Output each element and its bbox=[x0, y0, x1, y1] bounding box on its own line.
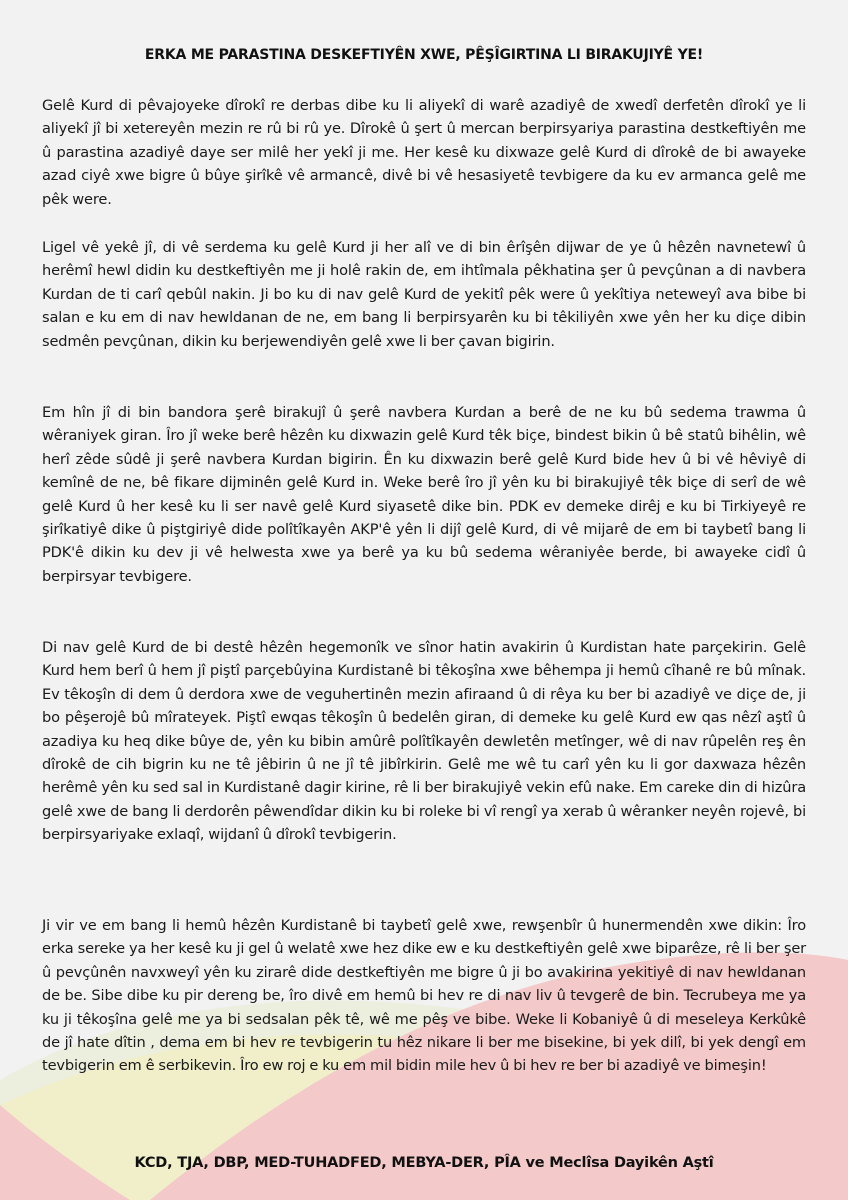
paragraph-2: Ligel vê yekê jî, di vê serdema ku gelê Kurd ji her alî ve di bin êrîşên dijwar de ye û hêzên navnetewî û herêmî hewl didin ku destkeftiyên me ji holê rakin de, em ihtîmala pêkhatina şer û pevçûnan a di navbera Kurdan de ti carî qebûl nakin. Ji bo ku di nav gelê Kurd de yekitî pêk were û yekîtiya neteweyî ava bibe bi salan e ku em di nav hewldanan de ne, em bang li berpirsyarên ku bi têkiliyên xwe yên her ku diçe dibin sedmên pevçûnan, dikin ku berjewendiyên gelê xwe li ber çavan bigirin. bbox=[42, 239, 806, 350]
paragraph-4: Di nav gelê Kurd de bi destê hêzên hegemonîk ve sînor hatin avakirin û Kurdistan hate parçekirin. Gelê Kurd hem berî û hem jî piştî parçebûyina Kurdistanê bi têkoşîna xwe bêhempa ji hemû cîhanê re bû mînak. Ev têkoşîn di dem û derdora xwe de veguhertinên mezin afiraand û di rêya ku ber bi azadiyê ve diçe de, ji bo pêşerojê bû mîrateyek. Piştî ewqas têkoşîn û bedelên giran, di demeke ku gelê Kurd ew qas nêzî aştî û azadiya ku heq dike bûye de, yên ku bibin amûrê polîtîkayên dewletên metînger, wê di nav rûpelên reş ên dîrokê de cih bigrin ku ne tê jêbirin û ne jî tê jibîrkirin. Gelê me wê tu carî yên ku li gor daxwaza hêzên herêmê yên ku sed sal in Kurdistanê dagir kirine, rê li ber birakujiyê vekin efû nake. Em careke din di hizûra gelê xwe de bang li derdorên pêwendîdar dikin ku bi roleke bi vî rengî ya xerab û wêranker neyên rojevê, bi berpirsyariyake exlaqî, wijdanî û dîrokî tevbigerin. bbox=[42, 639, 806, 844]
paragraph-5: Ji vir ve em bang li hemû hêzên Kurdistanê bi taybetî gelê xwe, rewşenbîr û hunermendên xwe dikin: Îro erka sereke ya her kesê ku ji gel û welatê xwe hez dike ew e ku destkeftiyên gelê xwe biparêze, rê li ber şer û pevçûnên navxweyî yên ku zirarê dide destkeftiyên me bigre û ji bo avakirina yekitiyê di nav hewldanan de be. Sibe dibe ku pir dereng be, îro divê em hemû bi hev re di nav liv û tevgerê de bin. Tecrubeya me ya ku ji têkoşîna gelê me ya bi sedsalan pêk tê, wê me pêş ve bibe. Weke li Kobaniyê û di meseleya Kerkûkê de jî hate dîtin , dema em bi hev re tevbigerin tu hêz nikare li ber me bisekine, bi yek dilî, bi yek dengî em tevbigerin em ê serbikevin. Îro ew roj e ku em mil bidin mile hev û bi hev re ber bi azadiyê ve bimeşin! bbox=[42, 917, 806, 1075]
signatories: KCD, TJA, DBP, MED-TUHADFED, MEBYA-DER, PÎA ve Meclîsa Dayikên Aştî bbox=[134, 1155, 714, 1171]
paragraph-3: Em hîn jî di bin bandora şerê birakujî û şerê navbera Kurdan a berê de ne ku bû sedema trawma û wêraniyek giran. Îro jî weke berê hêzên ku dixwazin gelê Kurd têk biçe, bindest bikin û bê statû bihêlin, wê herî zêde sûdê ji şerê navbera Kurdan bigirin. Ên ku dixwazin berê gelê Kurd bide hev û bi vê hêviyê di kemînê de ne, bê fikare dijminên gelê Kurd in. Weke berê îro jî yên ku bi birakujiyê têk biçe di serî de wê gelê Kurd û her kesê ku li ser navê gelê Kurd siyasetê dike bin. PDK ev demeke dirêj e ku bi Tirkiyeyê re şirîkatiyê dike û piştgiriyê dide polîtîkayên AKP'ê yên li dijî gelê Kurd, di vê mijarê de em bi taybetî bang li PDK'ê dikin ku dev ji vê helwesta xwe ya berê ya ku bû sedema wêraniyêe berde, bi awayeke cidî û berpirsyar tevbigere. bbox=[42, 404, 806, 585]
paragraph-1: Gelê Kurd di pêvajoyeke dîrokî re derbas dibe ku li aliyekî di warê azadiyê de xwedî derfetên dîrokî ye li aliyekî jî bi xetereyên mezin re rû bi rû ye. Dîrokê û şert û mercan berpirsyariya parastina destkeftiyên me û parastina azadiyê daye ser milê her yekî ji me. Her kesê ku dixwaze gelê Kurd di dîrokê de bi awayeke azad ciyê xwe bigre û bûye şirîkê vê armancê, divê bi vê hesasiyetê tevbigere da ku ev armanca gelê me pêk were. bbox=[42, 97, 806, 208]
statement-title: ERKA ME PARASTINA DESKEFTIYÊN XWE, PÊŞÎGIRTINA LI BIRAKUJIYÊ YE! bbox=[144, 47, 704, 63]
